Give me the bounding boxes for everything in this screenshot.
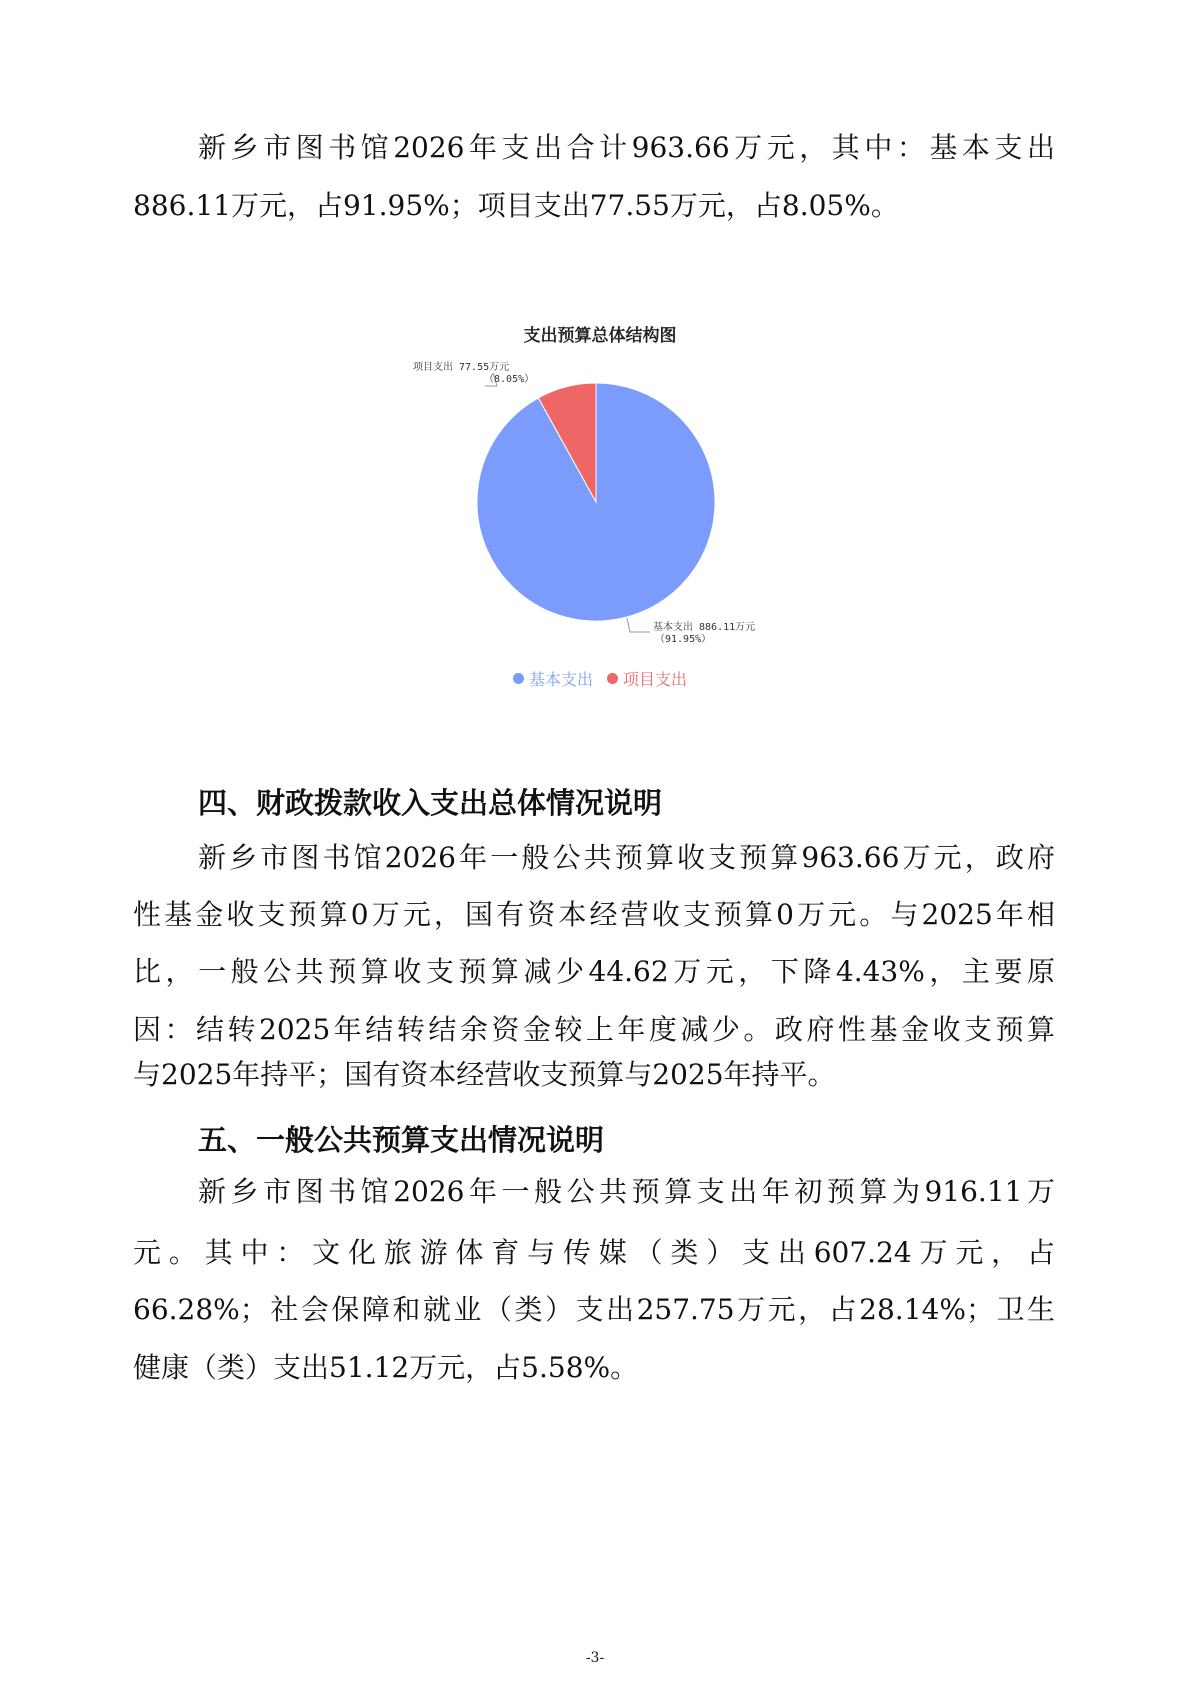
intro-line-2: 886.11万元，占91.95%；项目支出77.55万元，占8.05%。 bbox=[133, 189, 899, 222]
section-4-line-2: 性基金收支预算0万元，国有资本经营收支预算0万元。与2025年相 bbox=[133, 898, 1055, 931]
section-4-line-1: 新乡市图书馆2026年一般公共预算收支预算963.66万元，政府 bbox=[198, 841, 1055, 874]
chart-legend bbox=[400, 667, 800, 690]
chart-title: 支出预算总体结构图 bbox=[523, 326, 677, 346]
expenditure-pie-chart bbox=[400, 300, 800, 700]
legend-item-basic[interactable] bbox=[513, 667, 593, 690]
legend-dot-icon bbox=[607, 673, 618, 684]
legend-label: 项目支出 bbox=[623, 670, 688, 689]
section-5-line-4: 健康（类）支出51.12万元，占5.58%。 bbox=[133, 1351, 639, 1384]
legend-item-project[interactable] bbox=[607, 667, 687, 690]
section-5-line-1: 新乡市图书馆2026年一般公共预算支出年初预算为916.11万 bbox=[198, 1175, 1055, 1208]
label-basic-value: 基本支出 886.11万元 bbox=[653, 622, 756, 633]
label-project-value: 项目支出 77.55万元 bbox=[413, 362, 510, 373]
legend-dot-icon bbox=[513, 673, 524, 684]
section-4-line-5: 与2025年持平；国有资本经营收支预算与2025年持平。 bbox=[133, 1058, 836, 1091]
legend-label: 基本支出 bbox=[528, 670, 593, 689]
section-4-heading: 四、财政拨款收入支出总体情况说明 bbox=[198, 786, 663, 820]
label-project-percent: （8.05%） bbox=[484, 374, 535, 385]
intro-line-1: 新乡市图书馆2026年支出合计963.66万元，其中：基本支出 bbox=[198, 131, 1055, 164]
label-basic-percent: （91.95%） bbox=[655, 634, 712, 645]
section-4-line-3: 比，一般公共预算收支预算减少44.62万元，下降4.43%，主要原 bbox=[133, 955, 1055, 988]
pie-canvas bbox=[400, 300, 800, 700]
leader-line-basic bbox=[627, 618, 650, 632]
section-5-line-3: 66.28%；社会保障和就业（类）支出257.75万元，占28.14%；卫生 bbox=[133, 1293, 1055, 1326]
section-5-line-2: 元。其中：文化旅游体育与传媒（类）支出607.24万元，占 bbox=[133, 1236, 1055, 1269]
section-5-heading: 五、一般公共预算支出情况说明 bbox=[198, 1123, 605, 1157]
page-number: -3- bbox=[585, 1650, 605, 1666]
section-4-line-4: 因：结转2025年结转结余资金较上年度减少。政府性基金收支预算 bbox=[133, 1013, 1055, 1046]
